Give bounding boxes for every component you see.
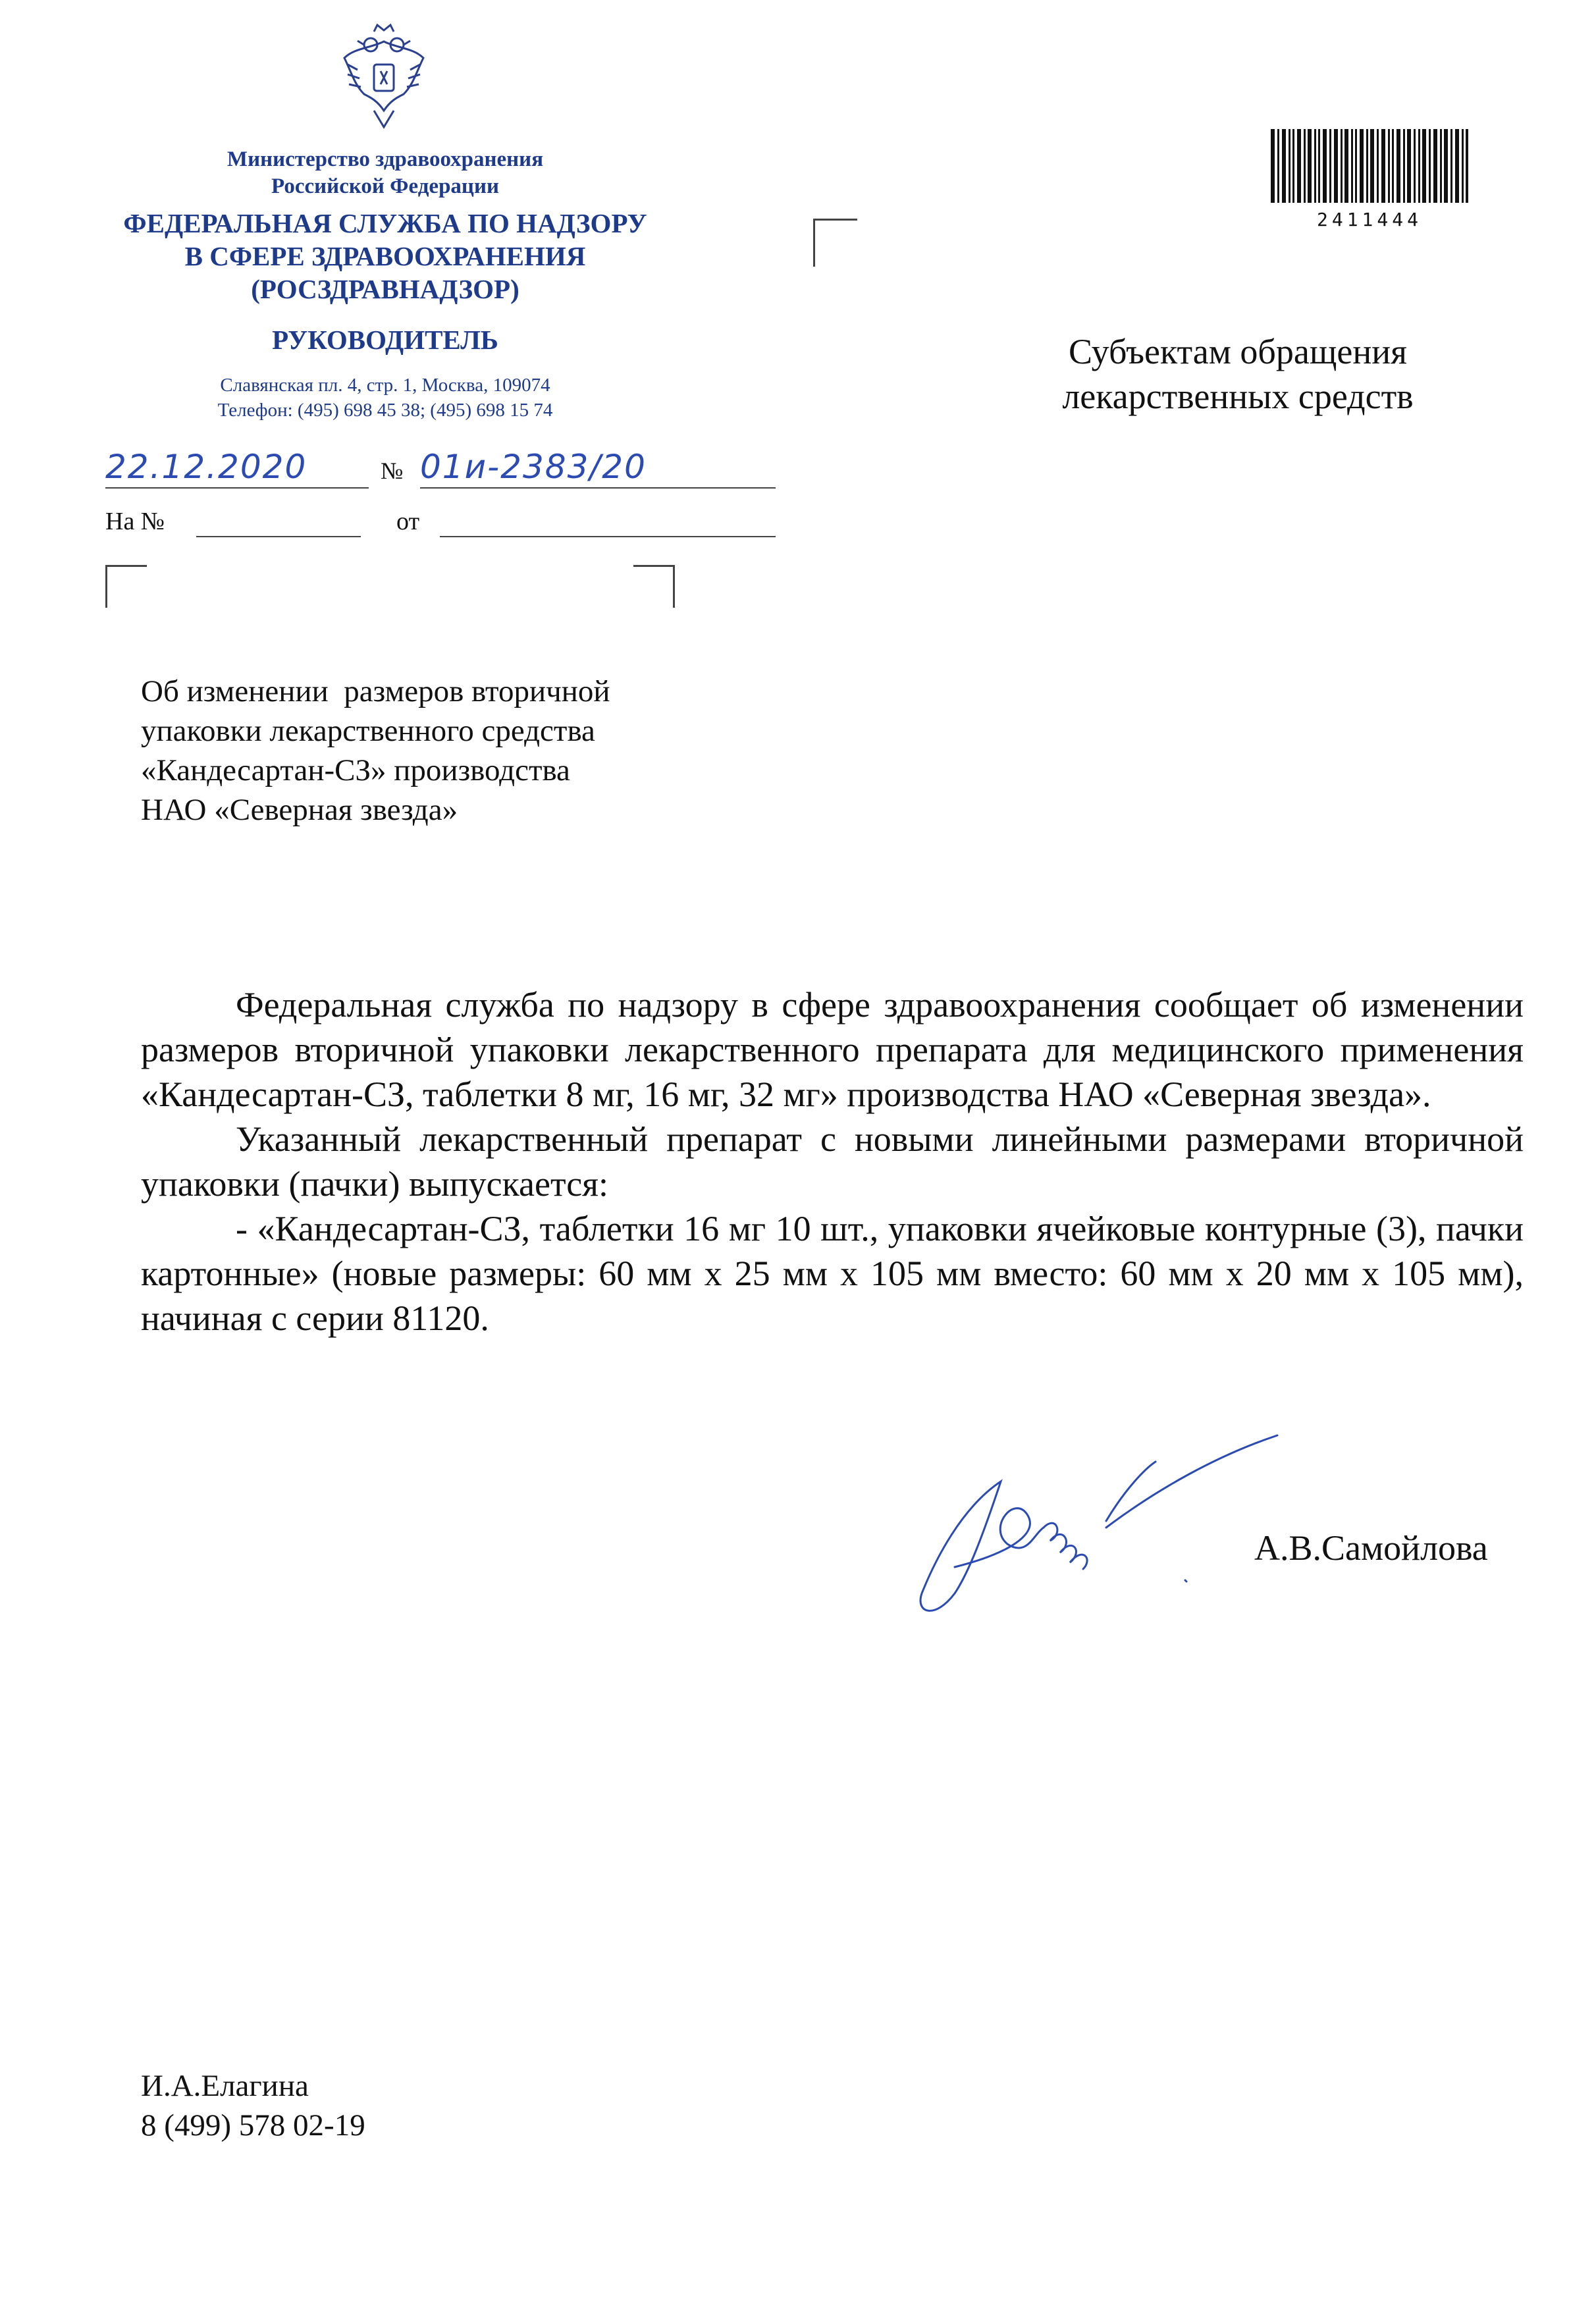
number-sign: №: [381, 458, 404, 484]
recipient-line-1: Субъектам обращения: [1068, 332, 1408, 371]
number-underline: [420, 487, 776, 489]
recipient-line-2: лекарственных средств: [1062, 377, 1414, 416]
reference-from-label: от: [396, 508, 420, 535]
body-paragraph-3: - «Кандесартан-СЗ, таблетки 16 мг 10 шт., упаковки ячейковые контурные (3), пачки картонные» (новые размеры: 60 мм х 25 мм х 105 мм вместо: 60 мм х 20 мм х 105 мм), начиная с серии 81120.: [141, 1209, 1524, 1338]
address-block: [112, 373, 658, 423]
service-name: [72, 207, 698, 306]
signatory-name: А.В.Самойлова: [1254, 1528, 1488, 1568]
date-underline: [105, 487, 369, 489]
reference-line: [105, 507, 698, 546]
subject-line-3: «Кандесартан-СЗ» производства: [141, 753, 570, 787]
executor-name: И.А.Елагина: [141, 2069, 309, 2103]
coat-of-arms-emblem: [334, 18, 433, 130]
subject-line-4: НАО «Северная звезда»: [141, 793, 458, 827]
bracket-top-left: [105, 565, 147, 608]
recipient: [1001, 329, 1475, 419]
handwritten-date: 22.12.2020: [105, 448, 307, 486]
letter-body: [141, 982, 1524, 1341]
signature-scribble-icon: [909, 1429, 1290, 1626]
handwritten-number: 01и-2383/20: [420, 448, 647, 486]
body-paragraph-1: Федеральная служба по надзору в сфере здравоохранения сообщает об изменении размеров вторичной упаковки лекарственного препарата для медицинского применения «Кандесартан-СЗ, таблетки 8 мг, 16 мг, 32 мг» производства НАО «Северная звезда».: [141, 985, 1524, 1114]
bracket-top-right: [633, 565, 675, 608]
ministry-line-1: Министерство здравоохранения: [226, 147, 544, 171]
barcode-bars: [1271, 129, 1468, 203]
service-line-3: (РОСЗДРАВНАДЗОР): [251, 274, 519, 304]
handwritten-signature: [909, 1429, 1290, 1626]
subject: [141, 672, 733, 830]
reference-date-blank: [440, 536, 776, 537]
executor-phone: 8 (499) 578 02-19: [141, 2108, 365, 2143]
registration-line: [105, 448, 797, 494]
ministry-name: [112, 146, 658, 200]
head-title: РУКОВОДИТЕЛЬ: [272, 325, 498, 355]
barcode-number: 2411444: [1316, 209, 1422, 230]
phone: Телефон: (495) 698 45 38; (495) 698 15 74: [217, 400, 553, 421]
service-line-2: В СФЕРЕ ЗДРАВООХРАНЕНИЯ: [184, 241, 586, 271]
reference-number-blank: [196, 536, 361, 537]
recipient-bracket: [813, 219, 857, 267]
barcode: [1271, 129, 1468, 228]
executor: [141, 2066, 602, 2145]
letterhead: [72, 146, 698, 423]
ministry-line-2: Российской Федерации: [271, 174, 499, 198]
address: Славянская пл. 4, стр. 1, Москва, 109074: [220, 375, 550, 396]
subject-line-2: упаковки лекарственного средства: [141, 714, 595, 748]
subject-line-1: Об изменении размеров вторичной: [141, 674, 610, 708]
reference-number-label: На №: [105, 508, 165, 535]
double-headed-eagle-icon: [334, 18, 433, 130]
service-line-1: ФЕДЕРАЛЬНАЯ СЛУЖБА ПО НАДЗОРУ: [123, 208, 647, 238]
body-paragraph-2: Указанный лекарственный препарат с новыми линейными размерами вторичной упаковки (пачки) выпускается:: [141, 1119, 1524, 1204]
